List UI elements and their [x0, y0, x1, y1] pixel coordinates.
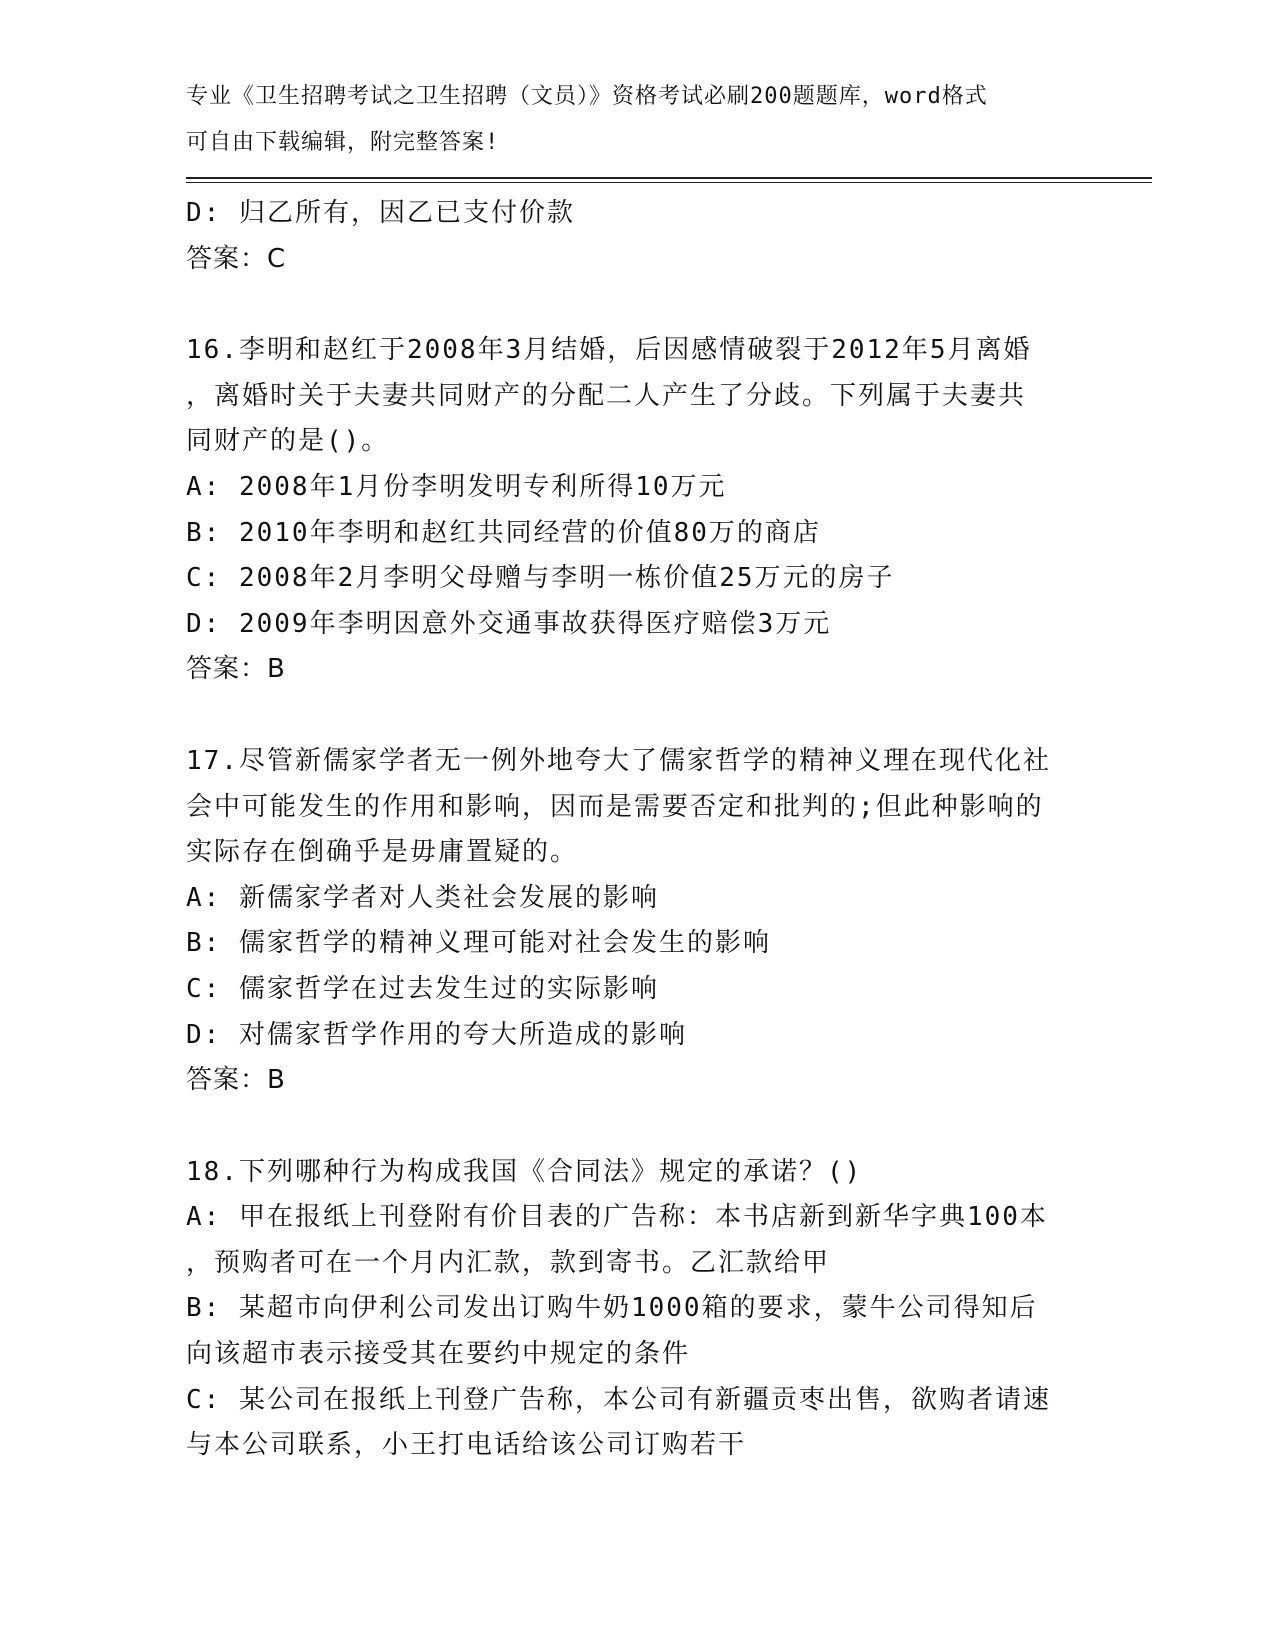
question-18 [186, 1150, 1086, 1469]
option-c: C: 儒家哲学在过去发生过的实际影响 [186, 973, 659, 1004]
header-divider-thick [186, 177, 1152, 179]
option-c: C: 2008年2月李明父母赠与李明一栋价值25万元的房子 [186, 563, 895, 594]
spacer [186, 1104, 1086, 1150]
spacer [186, 693, 1086, 739]
question-17 [186, 739, 1086, 1104]
question-stem-line: 会中可能发生的作用和影响，因而是需要否定和批判的;但此种影响的 [186, 791, 1044, 822]
question-stem-line: 18.下列哪种行为构成我国《合同法》规定的承诺？() [186, 1156, 863, 1187]
option-b: B: 儒家哲学的精神义理可能对社会发生的影响 [186, 928, 771, 959]
answer-line: 答案：C [186, 243, 287, 274]
option-a: A: 甲在报纸上刊登附有价目表的广告称：本书店新到新华字典100本 [186, 1202, 1048, 1233]
option-b-continued: 向该超市表示接受其在要约中规定的条件 [186, 1339, 691, 1370]
option-d: D: 归乙所有，因乙已支付价款 [186, 198, 575, 228]
option-a: A: 新儒家学者对人类社会发展的影响 [186, 882, 659, 913]
question-stem-line: 实际存在倒确乎是毋庸置疑的。 [186, 837, 579, 868]
option-b: B: 2010年李明和赵红共同经营的价值80万的商店 [186, 517, 821, 548]
option-a-continued: ，预购者可在一个月内汇款，款到寄书。乙汇款给甲 [186, 1247, 831, 1278]
question-stem-line: 16.李明和赵红于2008年3月结婚，后因感情破裂于2012年5月离婚 [186, 335, 1032, 366]
answer-line: 答案：B [186, 1065, 286, 1096]
header-line-2: 可自由下载编辑，附完整答案! [186, 129, 500, 155]
question-stem-line: ，离婚时关于夫妻共同财产的分配二人产生了分歧。下列属于夫妻共 [186, 380, 1027, 411]
option-b: B: 某超市向伊利公司发出订购牛奶1000箱的要求，蒙牛公司得知后 [186, 1293, 1038, 1324]
question-15-tail [186, 191, 1086, 282]
option-c-continued: 与本公司联系，小王打电话给该公司订购若干 [186, 1430, 747, 1461]
header-line-1: 专业《卫生招聘考试之卫生招聘（文员）》资格考试必刷200题题库，word格式 [186, 84, 988, 109]
option-d: D: 对儒家哲学作用的夸大所造成的影响 [186, 1019, 687, 1050]
option-d: D: 2009年李明因意外交通事故获得医疗赔偿3万元 [186, 608, 832, 639]
header-divider-thin [186, 182, 1152, 183]
option-a: A: 2008年1月份李明发明专利所得10万元 [186, 471, 727, 502]
question-16 [186, 328, 1086, 693]
answer-line: 答案：B [186, 654, 286, 685]
question-stem-line: 17.尽管新儒家学者无一例外地夸大了儒家哲学的精神义理在现代化社 [186, 745, 1051, 776]
document-header [186, 74, 1086, 165]
question-stem-line: 同财产的是()。 [186, 426, 390, 457]
document-body [186, 191, 1086, 1469]
option-c: C: 某公司在报纸上刊登广告称，本公司有新疆贡枣出售，欲购者请速 [186, 1384, 1051, 1415]
spacer [186, 282, 1086, 328]
